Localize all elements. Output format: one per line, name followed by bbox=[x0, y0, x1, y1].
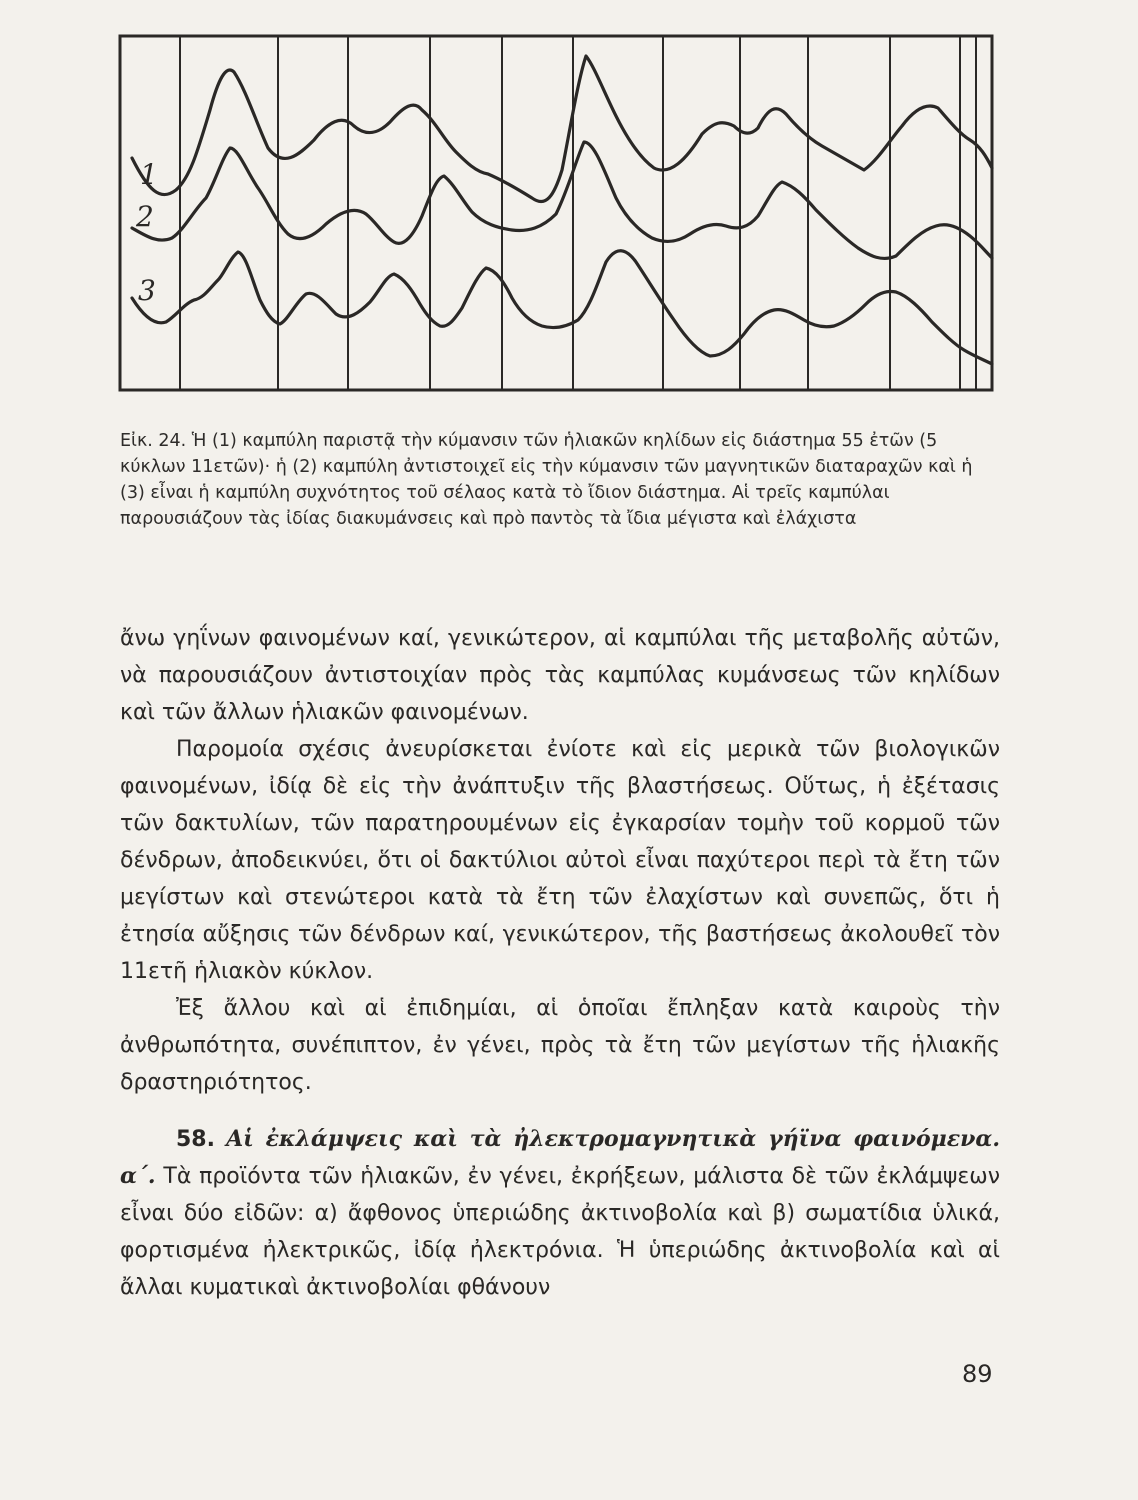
section-title: Αἱ ἐκλάμψεις καὶ τὰ ἠλεκτρομαγνητικὰ γήϊνα φαινόμενα. α΄. bbox=[120, 1126, 1000, 1189]
paragraph-3: Ἐξ ἄλλου καὶ αἱ ἐπιδημίαι, αἱ ὁποῖαι ἔπληξαν κατὰ καιροὺς τὴν ἀνθρωπότητα, συνέπιπτον, ἐν γένει, πρὸς τὰ ἔτη τῶν μεγίστων τῆς ἡλιακῆς δραστηριότητος. bbox=[120, 996, 1000, 1095]
curve-label-3: 3 bbox=[138, 274, 156, 307]
body-text bbox=[120, 620, 1000, 1306]
section-text: Τὰ προϊόντα τῶν ἡλιακῶν, ἐν γένει, ἐκρήξεων, μάλιστα δὲ τῶν ἐκλάμψεων εἶναι δύο εἰδῶν: α) ἄφθονος ὑπεριώδης ἀκτινοβολία καὶ β) σωματίδια ὑλικά, φορτισμένα ἠλεκτρικῶς, ἰδίᾳ ἠλεκτρόνια. Ἡ ὑπεριώδης ἀκτινοβολία καὶ αἱ ἄλλαι κυματικαὶ ἀκτινοβολίαι φθάνουν bbox=[120, 1164, 1000, 1300]
curve-label-1: 1 bbox=[140, 158, 158, 191]
curve-2-magnetic bbox=[132, 142, 992, 258]
curve-label-2: 2 bbox=[136, 200, 154, 233]
curves-chart bbox=[118, 30, 998, 404]
section-number: 58. bbox=[176, 1127, 215, 1152]
paragraph-1: ἄνω γηΐνων φαινομένων καί, γενικώτερον, αἱ καμπύλαι τῆς μεταβολῆς αὐτῶν, νὰ παρουσιάζουν ἀντιστοιχίαν πρὸς τὰς καμπύλας κυμάνσεως τῶν κηλίδων καὶ τῶν ἄλλων ἡλιακῶν φαινομένων. bbox=[120, 626, 1000, 725]
section-58 bbox=[120, 1121, 1000, 1306]
page-number: 89 bbox=[962, 1360, 993, 1388]
figure-24 bbox=[118, 30, 998, 404]
figure-caption: Εἰκ. 24. Ἡ (1) καμπύλη παριστᾷ τὴν κύμανσιν τῶν ἡλιακῶν κηλίδων εἰς διάστημα 55 ἐτῶν (5 κύκλων 11ετῶν)· ἡ (2) καμπύλη ἀντιστοιχεῖ εἰς τὴν κύμανσιν τῶν μαγνητικῶν διαταραχῶν καὶ ἡ (3) εἶναι ἡ καμπύλη συχνότητος τοῦ σέλαος κατὰ τὸ ἴδιον διάστημα. Αἱ τρεῖς καμπύλαι παρουσιάζουν τὰς ἰδίας διακυμάνσεις καὶ πρὸ παντὸς τὰ ἴδια μέγιστα καὶ ἐλάχιστα bbox=[120, 431, 973, 529]
paragraph-2: Παρομοία σχέσις ἀνευρίσκεται ἐνίοτε καὶ εἰς μερικὰ τῶν βιολογικῶν φαινομένων, ἰδίᾳ δὲ εἰς τὴν ἀνάπτυξιν τῆς βλαστήσεως. Οὕτως, ἡ ἐξέτασις τῶν δακτυλίων, τῶν παρατηρουμένων εἰς ἐγκαρσίαν τομὴν τοῦ κορμοῦ τῶν δένδρων, ἀποδεικνύει, ὅτι οἱ δακτύλιοι αὐτοὶ εἶναι παχύτεροι περὶ τὰ ἔτη τῶν μεγίστων καὶ στενώτεροι κατὰ τὰ ἔτη τῶν ἐλαχίστων καὶ συνεπῶς, ὅτι ἡ ἐτησία αὔξησις τῶν δένδρων καί, γενικώτερον, τῆς βαστήσεως ἀκολουθεῖ τὸν 11ετῆ ἡλιακὸν κύκλον. bbox=[120, 737, 1000, 984]
curve-3-aurora bbox=[132, 251, 992, 364]
curve-1-sunspots bbox=[132, 56, 992, 202]
